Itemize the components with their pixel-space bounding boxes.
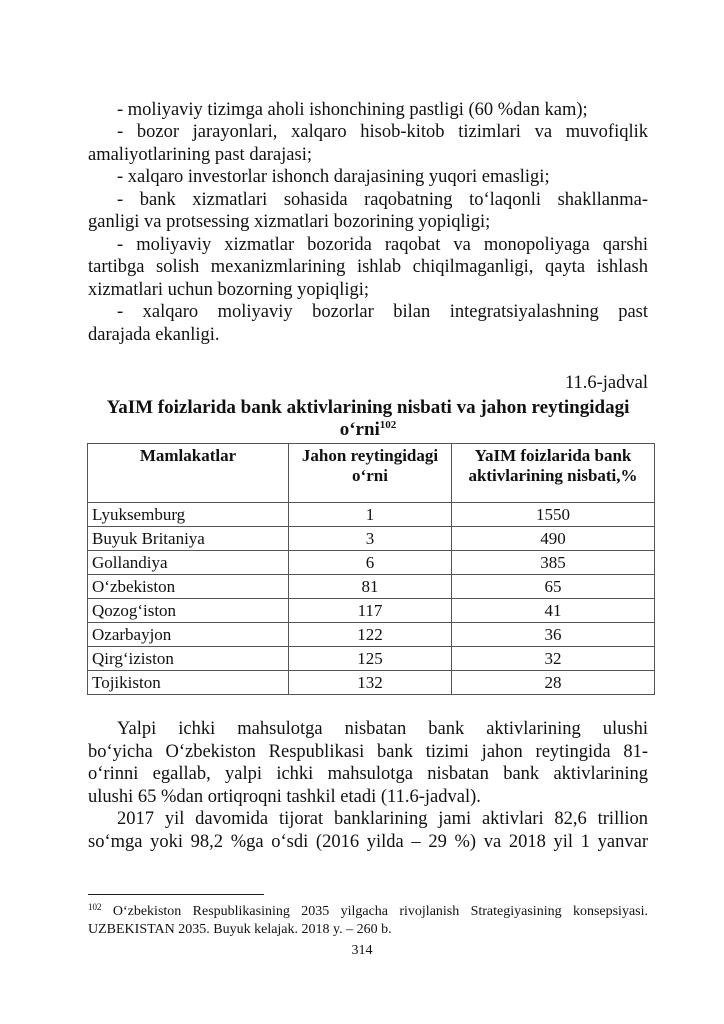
table-title: YaIM foizlarida bank aktivlarining nisbati va jahon reytingidagi xyxy=(106,397,630,418)
rank-cell: 117 xyxy=(289,599,452,623)
country-cell: Qozog‘iston xyxy=(88,599,289,623)
body-line: bo‘yicha O‘zbekiston Respublikasi bank tizimi jahon reytingida 81- xyxy=(88,742,648,762)
ratio-cell: 1550 xyxy=(452,503,655,527)
rank-cell: 125 xyxy=(289,647,452,671)
table-title-text: o‘rni xyxy=(339,419,380,440)
ratio-cell: 385 xyxy=(452,551,655,575)
rank-cell: 6 xyxy=(289,551,452,575)
list-line: darajada ekanligi. xyxy=(88,325,220,345)
footnote-text: O‘zbekiston Respublikasining 2035 yilgacha rivojlanish Strategiyasining konsepsiyasi. xyxy=(112,904,648,919)
table-row xyxy=(88,599,655,623)
ratio-cell: 65 xyxy=(452,575,655,599)
rank-cell: 1 xyxy=(289,503,452,527)
list-line: tartibga solish mexanizmlarining ishlab chiqilmaganligi, qayta ishlash xyxy=(88,257,648,277)
column-header: Jahon reytingidagi o‘rni xyxy=(289,444,452,503)
footnote-line: UZBEKISTAN 2035. Buyuk kelajak. 2018 y. – 260 b. xyxy=(88,922,392,937)
list-line: - bank xizmatlari sohasida raqobatning to‘laqonli shakllanma- xyxy=(117,190,648,210)
list-line: - moliyaviy xizmatlar bozorida raqobat va monopoliyaga qarshi xyxy=(117,235,648,255)
table-row xyxy=(88,647,655,671)
country-cell: O‘zbekiston xyxy=(88,575,289,599)
country-cell: Tojikiston xyxy=(88,671,289,695)
page-number: 314 xyxy=(351,943,373,958)
footnote-divider xyxy=(88,894,264,895)
table-number: 11.6-jadval xyxy=(564,373,648,393)
table-row xyxy=(88,503,655,527)
list-line: ganligi va protsessing xizmatlari bozorining yopiqligi; xyxy=(88,212,491,232)
footnote-line xyxy=(88,903,648,921)
rank-cell: 81 xyxy=(289,575,452,599)
table-row xyxy=(88,671,655,695)
rank-cell: 132 xyxy=(289,671,452,695)
body-line: so‘mga yoki 98,2 %ga o‘sdi (2016 yilda – 29 %) va 2018 yil 1 yanvar xyxy=(88,832,648,852)
ratio-cell: 490 xyxy=(452,527,655,551)
table-header-row xyxy=(88,444,655,503)
list-line: - moliyaviy tizimga aholi ishonchining pastligi (60 %dan kam); xyxy=(117,100,588,120)
country-cell: Qirg‘iziston xyxy=(88,647,289,671)
body-line: ulushi 65 %dan ortiqroqni tashkil etadi (11.6-jadval). xyxy=(88,787,481,807)
column-header: Mamlakatlar xyxy=(88,444,289,503)
body-line: Yalpi ichki mahsulotga nisbatan bank aktivlarining ulushi xyxy=(117,719,648,739)
list-line: xizmatlari uchun bozorning yopiqligi; xyxy=(88,280,370,300)
country-cell: Ozarbayjon xyxy=(88,623,289,647)
rank-cell: 3 xyxy=(289,527,452,551)
footnote-ref: 102 xyxy=(379,419,397,431)
list-line: - xalqaro moliyaviy bozorlar bilan integratsiyalashning past xyxy=(117,302,648,322)
ratio-cell: 32 xyxy=(452,647,655,671)
table-row xyxy=(88,623,655,647)
country-cell: Lyuksemburg xyxy=(88,503,289,527)
body-line: o‘rinni egallab, yalpi ichki mahsulotga nisbatan bank aktivlarining xyxy=(88,764,648,784)
body-line: 2017 yil davomida tijorat banklarining jami aktivlari 82,6 trillion xyxy=(117,809,648,829)
ratio-cell: 28 xyxy=(452,671,655,695)
data-table xyxy=(87,443,655,695)
country-cell: Gollandiya xyxy=(88,551,289,575)
footnote-number: 102 xyxy=(88,902,102,912)
table-row xyxy=(88,527,655,551)
list-line: - bozor jarayonlari, xalqaro hisob-kitob tizimlari va muvofiqlik xyxy=(117,122,648,142)
table-row xyxy=(88,551,655,575)
column-header: YaIM foizlarida bank aktivlarining nisbati,% xyxy=(452,444,655,503)
list-line: - xalqaro investorlar ishonch darajasining yuqori emasligi; xyxy=(117,167,550,187)
table-title-line2 xyxy=(60,419,676,441)
ratio-cell: 41 xyxy=(452,599,655,623)
ratio-cell: 36 xyxy=(452,623,655,647)
table-row xyxy=(88,575,655,599)
country-cell: Buyuk Britaniya xyxy=(88,527,289,551)
list-line: amaliyotlarining past darajasi; xyxy=(88,145,312,165)
rank-cell: 122 xyxy=(289,623,452,647)
